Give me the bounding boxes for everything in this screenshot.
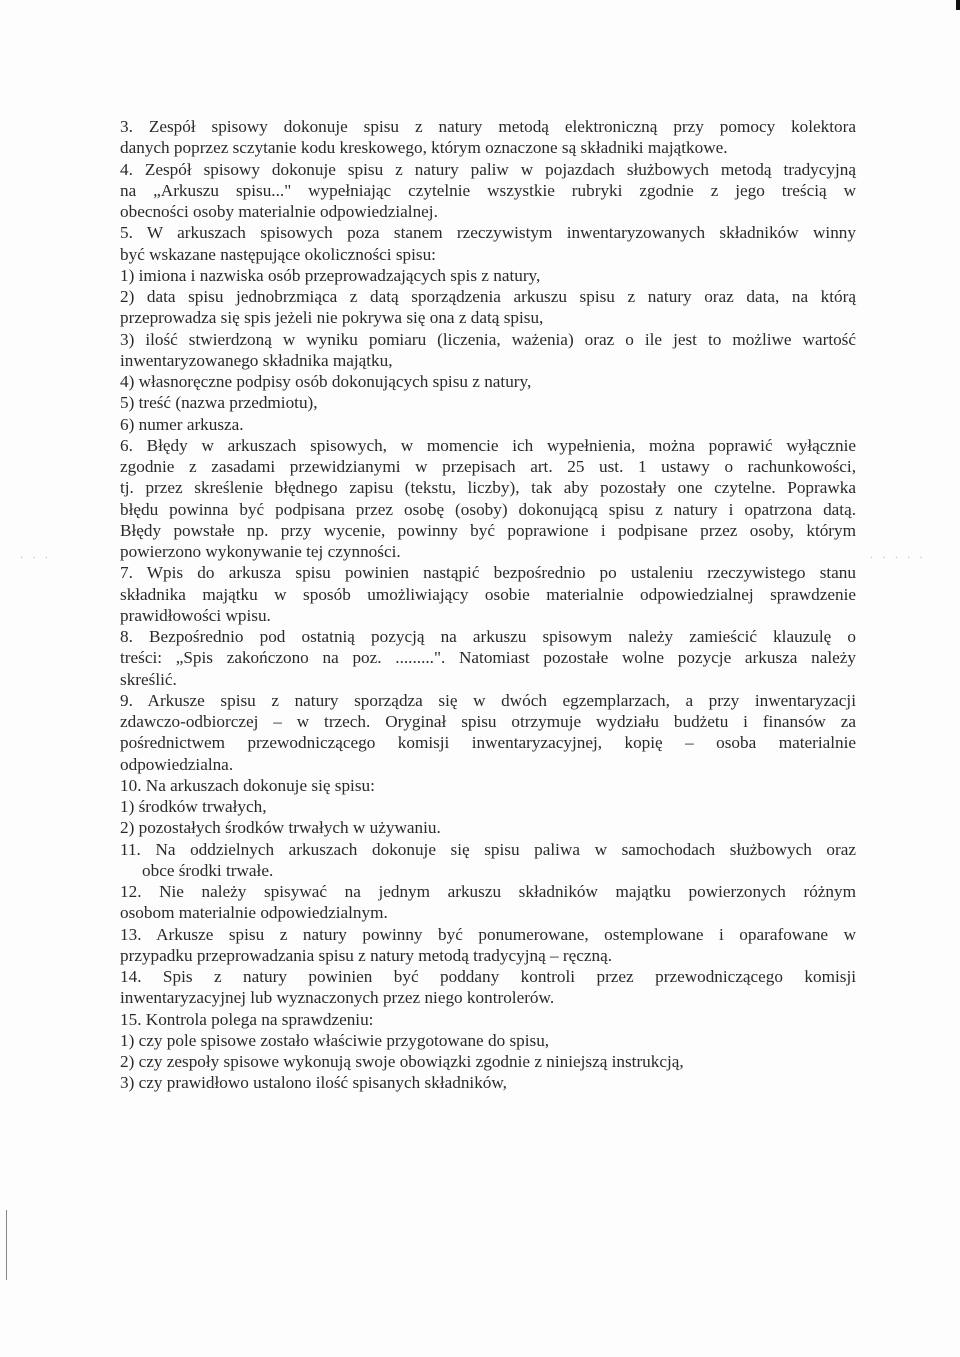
text-line: 1) czy pole spisowe zostało właściwie przygotowane do spisu, (120, 1030, 550, 1050)
text-line: na „Arkuszu spisu..." wypełniając czytelnie wszystkie rubryki zgodnie z jego treścią w (120, 180, 856, 200)
text-line: 7. Wpis do arkusza spisu powinien nastąpić bezpośrednio po ustaleniu rzeczywistego stanu (120, 563, 856, 583)
text-line: zgodnie z zasadami przewidzianymi w przepisach art. 25 ust. 1 ustawy o rachunkowości, (120, 457, 856, 476)
text-line: składnika majątku w sposób umożliwiający osobie materialnie odpowiedzialnej sprawdzenie (120, 584, 856, 604)
text-line: 1) środków trwałych, (120, 797, 267, 816)
text-line: powierzono wykonywanie tej czynności. (120, 542, 401, 561)
text-line: 8. Bezpośrednio pod ostatnią pozycją na arkuszu spisowym należy zamieścić klauzulę o (120, 627, 856, 646)
text-line: 2) czy zespoły spisowe wykonują swoje obowiązki zgodnie z niniejszą instrukcją, (120, 1052, 684, 1071)
text-line: 3. Zespół spisowy dokonuje spisu z natury metodą elektroniczną przy pomocy kolektora (120, 117, 856, 136)
text-line: inwentaryzacyjnej lub wyznaczonych przez niego kontrolerów. (120, 988, 555, 1008)
text-line: 13. Arkusze spisu z natury powinny być ponumerowane, ostemplowane i oparafowane w (120, 924, 856, 944)
text-line: 1) imiona i nazwiska osób przeprowadzających spis z natury, (120, 265, 541, 285)
text-line: osobom materialnie odpowiedzialnym. (120, 903, 388, 923)
text-line: przypadku przeprowadzania spisu z natury metodą tradycyjną – ręczną. (120, 945, 613, 965)
text-line: 15. Kontrola polega na sprawdzeniu: (120, 1009, 374, 1029)
text-line: być wskazane następujące okoliczności spisu: (120, 244, 436, 264)
text-line: inwentaryzowanego składnika majątku, (120, 350, 393, 370)
text-line: 6. Błędy w arkuszach spisowych, w momencie ich wypełnienia, można poprawić wyłącznie (120, 435, 856, 455)
text-line: 10. Na arkuszach dokonuje się spisu: (120, 775, 375, 795)
text-line: odpowiedzialna. (120, 754, 234, 774)
text-line: tj. przez skreślenie błędnego zapisu (tekstu, liczby), tak aby pozostały one czytelne. Poprawka (120, 478, 856, 498)
text-line: 11. Na oddzielnych arkuszach dokonuje się spisu paliwa w samochodach służbowych oraz (120, 839, 856, 859)
text-line: danych poprzez sczytanie kodu kreskowego, którym oznaczone są składniki majątkowe. (120, 138, 728, 158)
text-line: pośrednictwem przewodniczącego komisji inwentaryzacyjnej, kopię – osoba materialnie (120, 733, 856, 753)
text-line: 2) pozostałych środków trwałych w używaniu. (120, 818, 441, 838)
text-line: przeprowadza się spis jeżeli nie pokrywa się ona z datą spisu, (120, 308, 544, 328)
text-line: obce środki trwałe. (142, 860, 274, 880)
text-line: Błędy powstałe np. przy wycenie, powinny być poprawione i podpisane przez osoby, którym (120, 520, 856, 540)
text-line: 4. Zespół spisowy dokonuje spisu z natury paliw w pojazdach służbowych metodą tradycyjną (120, 159, 856, 179)
scan-corner-mark (956, 0, 960, 10)
text-line: 3) czy prawidłowo ustalono ilość spisanych składników, (120, 1073, 507, 1093)
text-line: treści: „Spis zakończono na poz. .........". Natomiast pozostałe wolne pozycje arkusza należy (120, 648, 856, 668)
text-line: 5) treść (nazwa przedmiotu), (120, 393, 318, 413)
scan-left-dots: · · · (20, 553, 51, 564)
text-line: 2) data spisu jednobrzmiąca z datą sporządzenia arkuszu spisu z natury oraz data, na którą (120, 287, 856, 306)
text-line: obecności osoby materialnie odpowiedzialnej. (120, 202, 438, 221)
text-line: 12. Nie należy spisywać na jednym arkuszu składników majątku powierzonych różnym (120, 882, 856, 901)
text-line: 6) numer arkusza. (120, 414, 244, 434)
scan-right-dots: · · · · · (870, 553, 926, 564)
text-line: zdawczo-odbiorczej – w trzech. Oryginał spisu otrzymuje wydziału budżetu i finansów za (120, 712, 856, 731)
text-line: 4) własnoręczne podpisy osób dokonujących spisu z natury, (120, 372, 532, 391)
text-line: 9. Arkusze spisu z natury sporządza się w dwóch egzemplarzach, a przy inwentaryzacji (120, 690, 856, 710)
text-line: błędu powinna być podpisana przez osobę (osoby) dokonującą spisu z natury i opatrzona datą. (120, 499, 856, 519)
scan-left-edge-mark (6, 1210, 7, 1280)
text-line: 5. W arkuszach spisowych poza stanem rzeczywistym inwentaryzowanych składników winny (120, 223, 856, 243)
document-body (120, 116, 856, 1094)
text-line: skreślić. (120, 669, 177, 689)
text-line: 3) ilość stwierdzoną w wyniku pomiaru (liczenia, ważenia) oraz o ile jest to możliwe wartość (120, 329, 856, 349)
text-line: prawidłowości wpisu. (120, 605, 271, 625)
text-line: 14. Spis z natury powinien być poddany kontroli przez przewodniczącego komisji (120, 967, 856, 986)
